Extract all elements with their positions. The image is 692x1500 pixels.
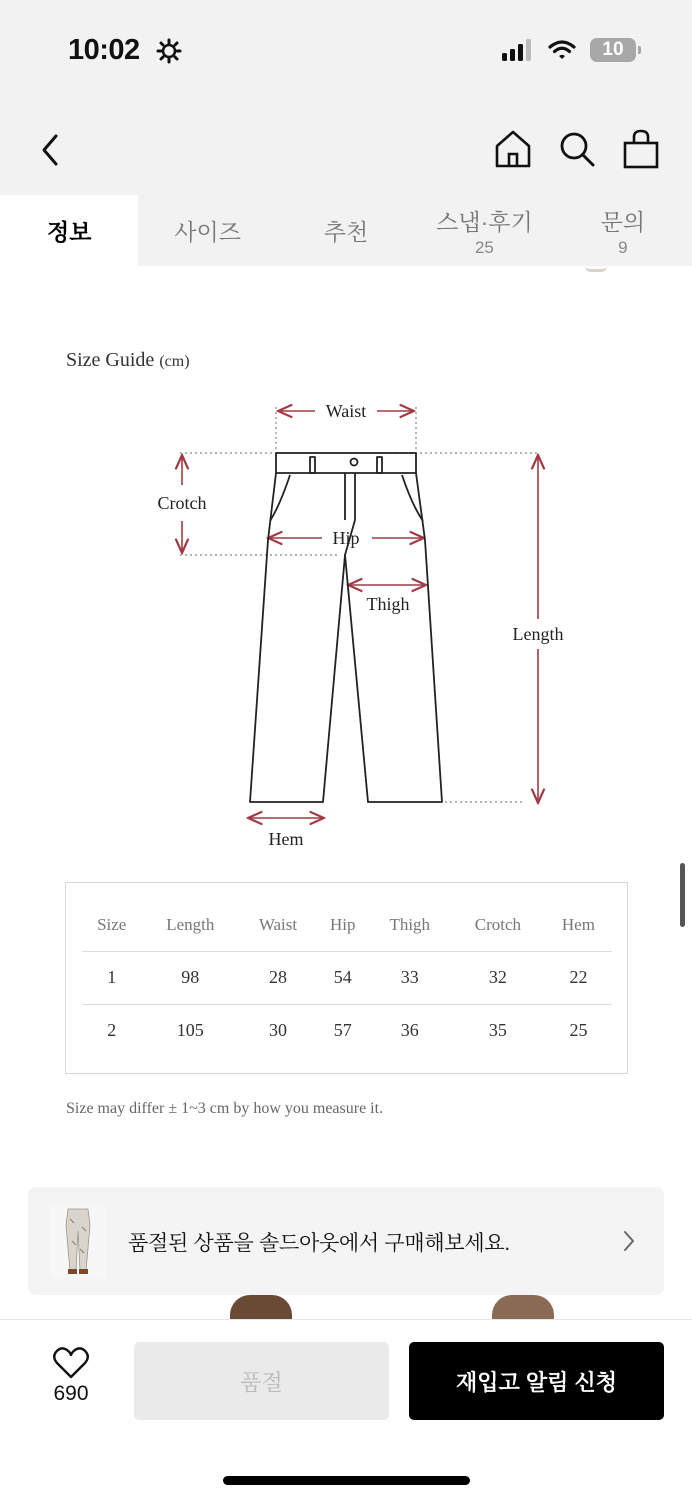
chevron-right-icon <box>622 1229 636 1253</box>
tab-size[interactable] <box>138 195 276 266</box>
table-cell: 1 <box>82 951 141 1004</box>
table-cell: 22 <box>545 951 612 1004</box>
home-icon[interactable] <box>494 128 532 170</box>
soldout-banner[interactable] <box>28 1187 664 1295</box>
battery-icon: 10 <box>590 38 636 62</box>
table-header: Thigh <box>369 899 451 951</box>
pants-outline <box>250 453 442 802</box>
tab-count: 25 <box>474 237 494 257</box>
size-table <box>82 899 612 1057</box>
thigh-label: Thigh <box>366 594 410 614</box>
table-row <box>82 951 612 1004</box>
image-peek-edge <box>585 266 607 272</box>
tab-recommend[interactable] <box>277 195 415 266</box>
size-guide-title <box>66 349 190 372</box>
nav-bar <box>0 100 692 195</box>
size-note: Size may differ ± 1~3 cm by how you measure it. <box>66 1100 384 1117</box>
table-header: Crotch <box>451 899 545 951</box>
tab-snap-review[interactable] <box>415 195 553 266</box>
heart-icon <box>52 1346 90 1380</box>
table-cell: 25 <box>569 1020 588 1041</box>
table-row <box>82 1004 612 1057</box>
hem-label: Hem <box>268 829 304 849</box>
size-guide-heading: Size Guide <box>66 349 155 371</box>
status-indicators <box>502 38 636 62</box>
table-cell: 36 <box>400 1020 419 1041</box>
table-cell: 98 <box>141 951 239 1004</box>
photo-peek <box>230 1295 292 1319</box>
restock-alert-button[interactable]: 재입고 알림 신청 <box>409 1342 664 1420</box>
tab-label: 사이즈 <box>174 219 241 245</box>
bottom-action-bar <box>0 1319 692 1500</box>
scrollbar[interactable] <box>680 863 685 927</box>
length-label: Length <box>512 624 564 644</box>
table-header: Hip <box>317 899 369 951</box>
tab-inquiry[interactable] <box>554 195 692 266</box>
size-table-container <box>65 882 628 1074</box>
table-cell: 54 <box>317 951 369 1004</box>
chevron-left-icon[interactable] <box>34 128 68 172</box>
table-header: Hem <box>545 899 612 951</box>
crotch-label: Crotch <box>157 493 207 513</box>
hip-label: Hip <box>332 528 360 548</box>
tab-count: 9 <box>618 237 628 257</box>
like-button[interactable] <box>40 1346 102 1416</box>
signal-icon <box>502 39 534 61</box>
tab-label: 스냅·후기 <box>436 208 533 235</box>
tab-label: 문의 <box>600 208 646 235</box>
focus-gear-icon <box>156 38 182 64</box>
table-cell: 30 <box>268 1020 287 1041</box>
table-header-row <box>82 899 612 951</box>
product-thumbnail <box>50 1205 106 1277</box>
search-icon[interactable] <box>558 128 596 170</box>
wifi-icon <box>548 39 576 61</box>
status-bar <box>0 0 692 100</box>
table-cell: 28 <box>239 951 317 1004</box>
size-guide-unit: (cm) <box>159 353 190 370</box>
table-header: Size <box>82 899 141 951</box>
tab-label: 추천 <box>323 219 369 245</box>
status-time: 10:02 <box>68 34 140 66</box>
like-count: 690 <box>53 1382 89 1405</box>
table-header: Waist <box>239 899 317 951</box>
guide-lines <box>180 407 540 802</box>
pants-measurement-diagram <box>140 395 600 855</box>
table-cell: 57 <box>333 1020 352 1041</box>
tab-info[interactable] <box>0 195 138 266</box>
table-cell: 35 <box>488 1020 507 1041</box>
table-cell: 33 <box>369 951 451 1004</box>
soldout-banner-text: 품절된 상품을 솔드아웃에서 구매해보세요. <box>128 1232 510 1255</box>
table-header: Length <box>141 899 239 951</box>
table-cell: 2 <box>107 1020 117 1041</box>
table-cell: 105 <box>176 1020 204 1041</box>
photo-peek <box>492 1295 554 1319</box>
recommendation-photos-peek <box>0 1295 692 1319</box>
table-cell: 32 <box>451 951 545 1004</box>
product-tabs <box>0 195 692 266</box>
waist-label: Waist <box>325 401 367 421</box>
tab-label: 정보 <box>46 219 92 245</box>
shopping-bag-icon[interactable] <box>622 128 660 170</box>
home-indicator[interactable] <box>223 1476 470 1485</box>
soldout-button[interactable]: 품절 <box>134 1342 389 1420</box>
